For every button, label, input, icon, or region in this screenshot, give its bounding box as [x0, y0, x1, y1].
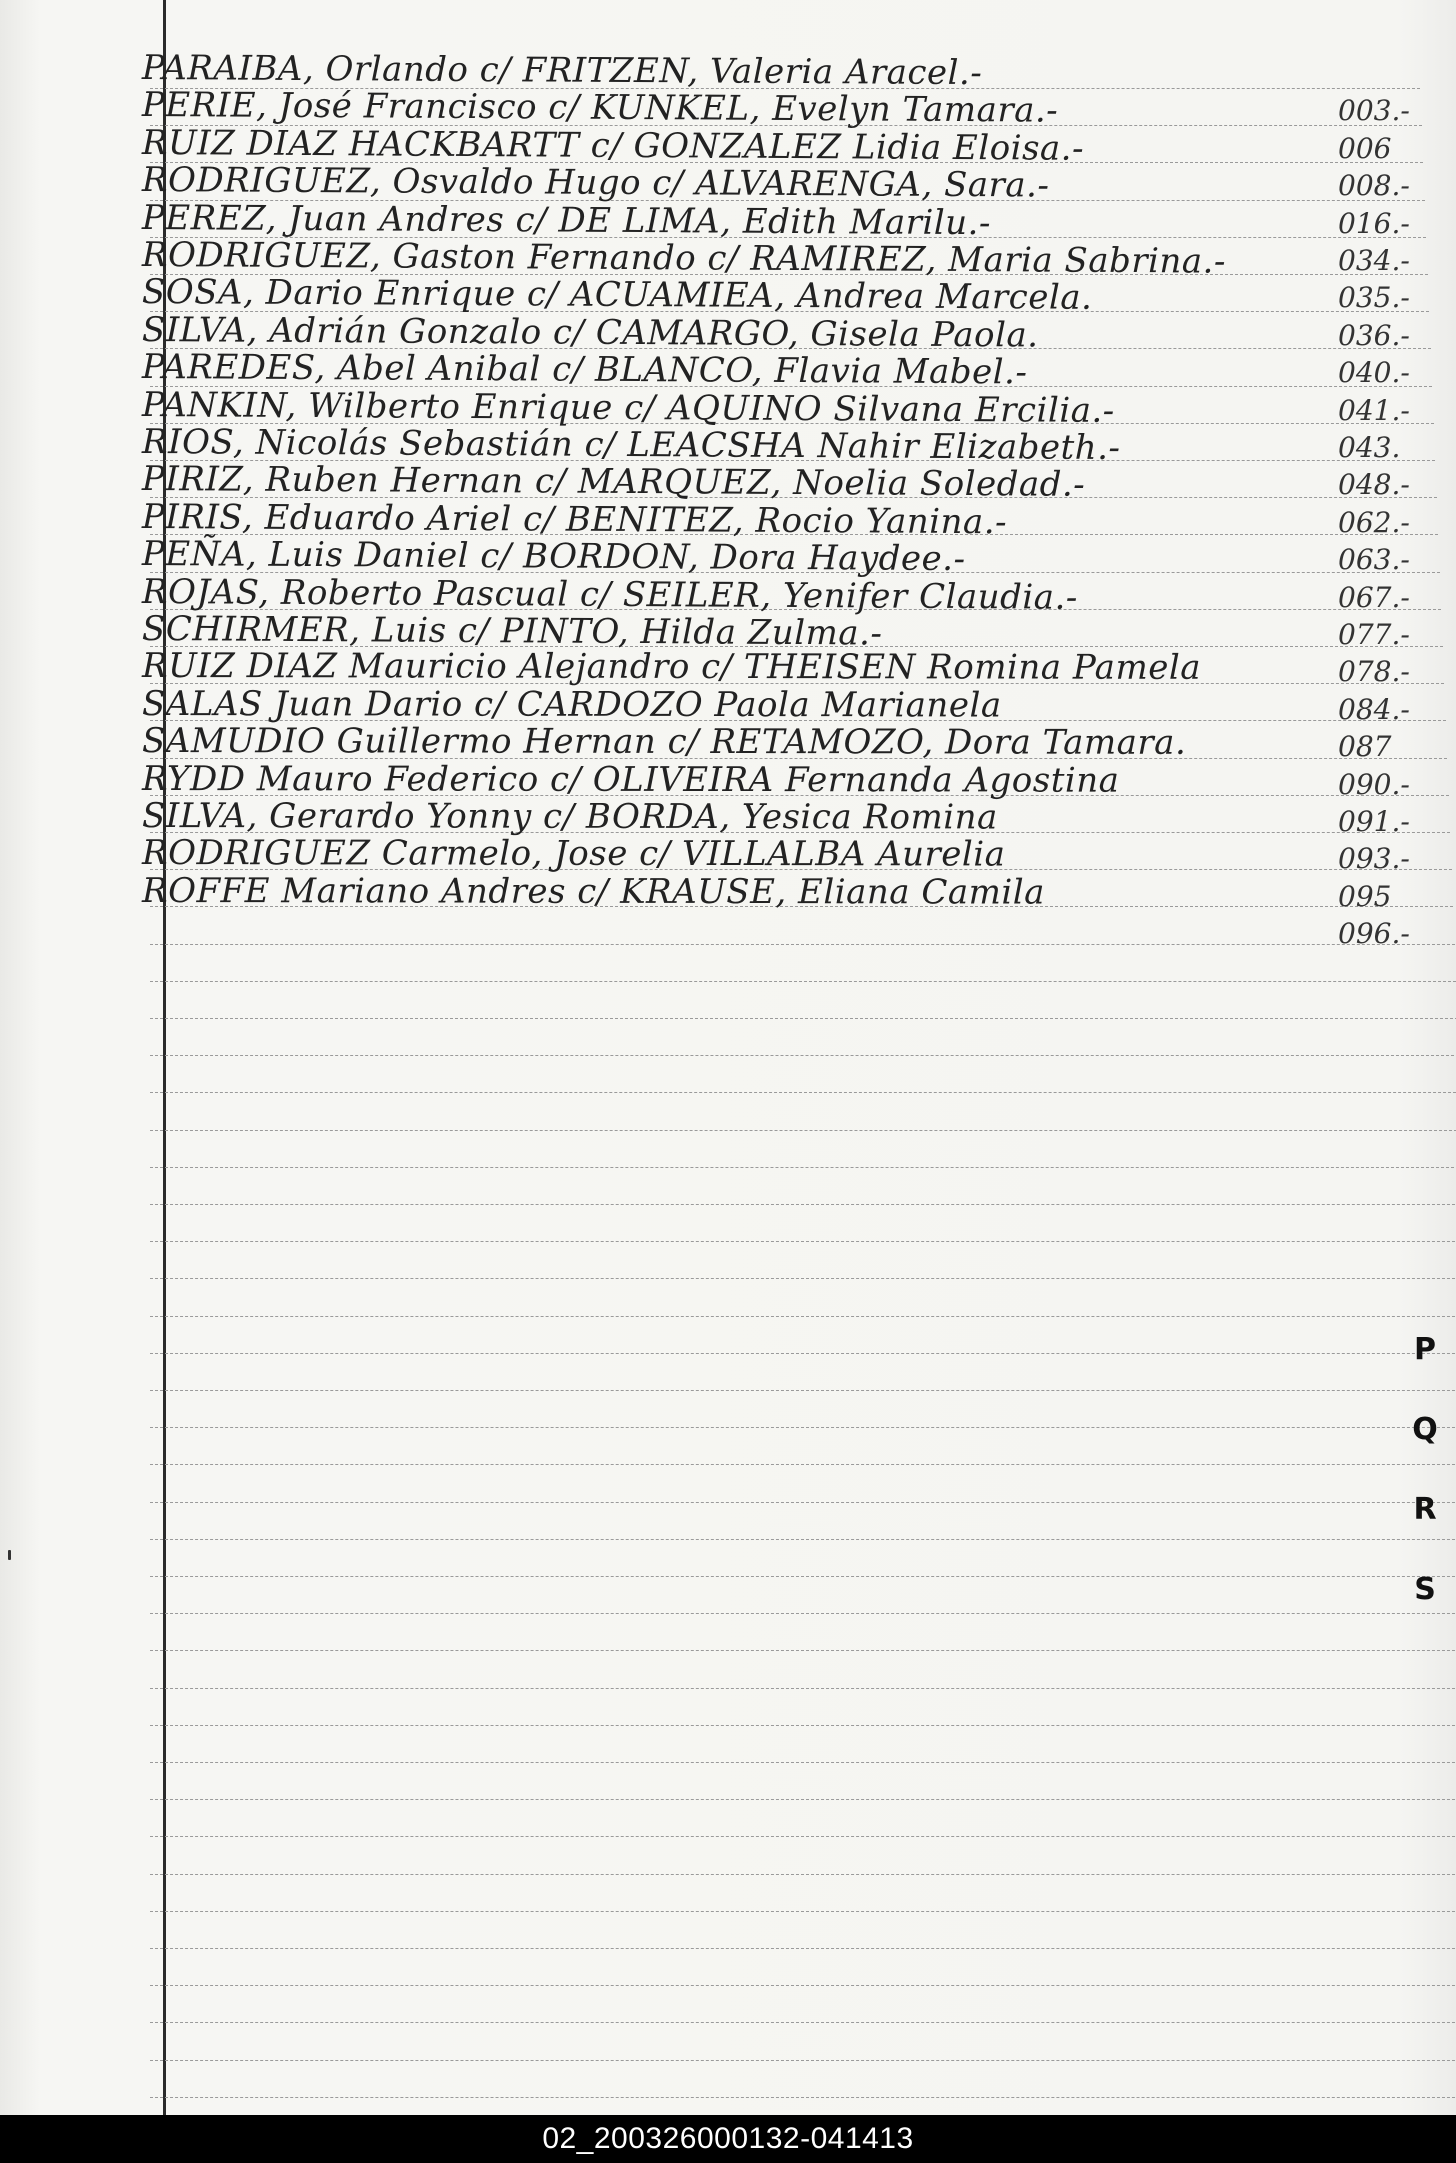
ruled-line — [150, 1836, 1456, 1837]
ruled-line — [150, 1948, 1456, 1949]
entry-text: PIRIZ, Ruben Hernan c/ MARQUEZ, Noelia Soledad.- — [141, 459, 1086, 506]
entry-text: PEREZ, Juan Andres c/ DE LIMA, Edith Marilu.- — [141, 197, 992, 243]
ruled-line — [150, 1911, 1456, 1912]
ruled-line — [150, 2022, 1456, 2023]
ruled-line — [150, 1464, 1456, 1465]
entry-text: SILVA, Gerardo Yonny c/ BORDA, Yesica Romina — [141, 796, 998, 838]
ruled-line — [150, 1130, 1456, 1131]
ruled-line — [150, 1539, 1456, 1540]
ruled-line — [150, 1762, 1456, 1763]
index-letter-s[interactable]: S — [1414, 1572, 1436, 1607]
entry-number: 003.- — [1338, 94, 1410, 128]
entry-number: 078.- — [1338, 655, 1410, 689]
ruled-line — [150, 2060, 1456, 2061]
entry-number: 043. — [1338, 431, 1401, 464]
entry-text: PIRIS, Eduardo Ariel c/ BENITEZ, Rocio Yanina.- — [141, 496, 1008, 543]
entry-text: SCHIRMER, Luis c/ PINTO, Hilda Zulma.- — [141, 609, 883, 654]
entry-number: 008.- — [1338, 169, 1410, 203]
index-tabs — [1405, 1310, 1445, 1630]
entry-text: RIOS, Nicolás Sebastián c/ LEACSHA Nahir Elizabeth.- — [141, 422, 1121, 468]
entry-text: RODRIGUEZ Carmelo, Jose c/ VILLALBA Aurelia — [141, 833, 1006, 875]
entry-number: 067.- — [1338, 580, 1410, 614]
ruled-line — [150, 981, 1456, 982]
document-code: 02_200326000132-041413 — [542, 2122, 914, 2155]
entry-text: SILVA, Adrián Gonzalo c/ CAMARGO, Gisela Paola. — [141, 309, 1039, 356]
entry-text: RUIZ DIAZ Mauricio Alejandro c/ THEISEN Romina Pamela — [141, 646, 1202, 689]
entry-text: RODRIGUEZ, Gaston Fernando c/ RAMIREZ, Maria Sabrina.- — [141, 235, 1227, 282]
entry-number: 077.- — [1338, 618, 1410, 651]
ruled-line — [150, 1576, 1456, 1577]
entry-number: 063.- — [1338, 543, 1410, 577]
entry-text: PERIE, José Francisco c/ KUNKEL, Evelyn Tamara.- — [141, 85, 1059, 131]
ruled-line — [150, 1353, 1456, 1354]
ruled-line — [150, 1167, 1456, 1168]
ruled-line — [150, 1688, 1456, 1689]
entry-text: PANKIN, Wilberto Enrique c/ AQUINO Silvana Ercilia.- — [141, 384, 1115, 431]
entry-text: SAMUDIO Guillermo Hernan c/ RETAMOZO, Dora Tamara. — [141, 721, 1187, 764]
entry-number: 084.- — [1338, 692, 1410, 726]
ruled-line — [150, 1502, 1456, 1503]
ruled-line — [150, 1204, 1456, 1205]
entry-text: RYDD Mauro Federico c/ OLIVEIRA Fernanda Agostina — [141, 758, 1120, 801]
entry-text: ROFFE Mariano Andres c/ KRAUSE, Eliana Camila — [141, 870, 1045, 913]
ruled-line — [150, 1427, 1456, 1428]
entry-number: 035.- — [1338, 281, 1410, 315]
entry-number: 036.- — [1338, 318, 1410, 352]
entry-text: SOSA, Dario Enrique c/ ACUAMIEA, Andrea Marcela. — [141, 272, 1093, 319]
entry-number: 091.- — [1338, 805, 1410, 838]
ruled-line — [150, 1018, 1456, 1019]
ruled-line — [150, 1241, 1456, 1242]
ruled-line — [150, 1613, 1456, 1614]
entry-number: 087 — [1338, 730, 1392, 764]
entry-text: PEÑA, Luis Daniel c/ BORDON, Dora Haydee.- — [141, 534, 966, 580]
entry-number: 048.- — [1338, 468, 1410, 502]
index-letter-q[interactable]: Q — [1412, 1412, 1438, 1447]
entry-number: 096.- — [1338, 917, 1410, 951]
ruled-line — [150, 1985, 1456, 1986]
entry-number: 006 — [1338, 131, 1392, 165]
ruled-line — [150, 2097, 1456, 2098]
entry-number: 093.- — [1338, 842, 1410, 876]
entry-text: RODRIGUEZ, Osvaldo Hugo c/ ALVARENGA, Sara.- — [141, 160, 1050, 206]
entry-number: 062.- — [1338, 505, 1410, 539]
ruled-line — [150, 1725, 1456, 1726]
ruled-line — [150, 1390, 1456, 1391]
ruled-line — [150, 944, 1455, 945]
entry-number: 034.- — [1338, 244, 1410, 277]
footer-bar — [0, 2115, 1456, 2163]
index-letter-r[interactable]: R — [1413, 1492, 1437, 1527]
ruled-line — [150, 1055, 1456, 1056]
ruled-line — [150, 1799, 1456, 1800]
entry-text: PARAIBA, Orlando c/ FRITZEN, Valeria Aracel.- — [141, 48, 983, 94]
ruled-line — [150, 1092, 1456, 1093]
ruled-line — [150, 1650, 1456, 1651]
entry-text: RUIZ DIAZ HACKBARTT c/ GONZALEZ Lidia Eloisa.- — [141, 122, 1085, 169]
entry-number: 040.- — [1338, 356, 1410, 390]
entry-number: 041.- — [1338, 393, 1410, 427]
entry-number: 016.- — [1338, 206, 1410, 240]
scan-speck — [8, 1550, 11, 1560]
entry-number: 090.- — [1338, 767, 1410, 801]
entry-text: ROJAS, Roberto Pascual c/ SEILER, Yenifer Claudia.- — [141, 571, 1078, 618]
entry-number: 095 — [1338, 879, 1392, 913]
ruled-line — [150, 1278, 1456, 1279]
entry-text: PAREDES, Abel Anibal c/ BLANCO, Flavia Mabel.- — [141, 347, 1028, 393]
index-letter-p[interactable]: P — [1414, 1332, 1436, 1367]
ruled-line — [150, 1316, 1456, 1317]
ruled-line — [150, 1874, 1456, 1875]
entry-text: SALAS Juan Dario c/ CARDOZO Paola Marianela — [141, 683, 1002, 726]
